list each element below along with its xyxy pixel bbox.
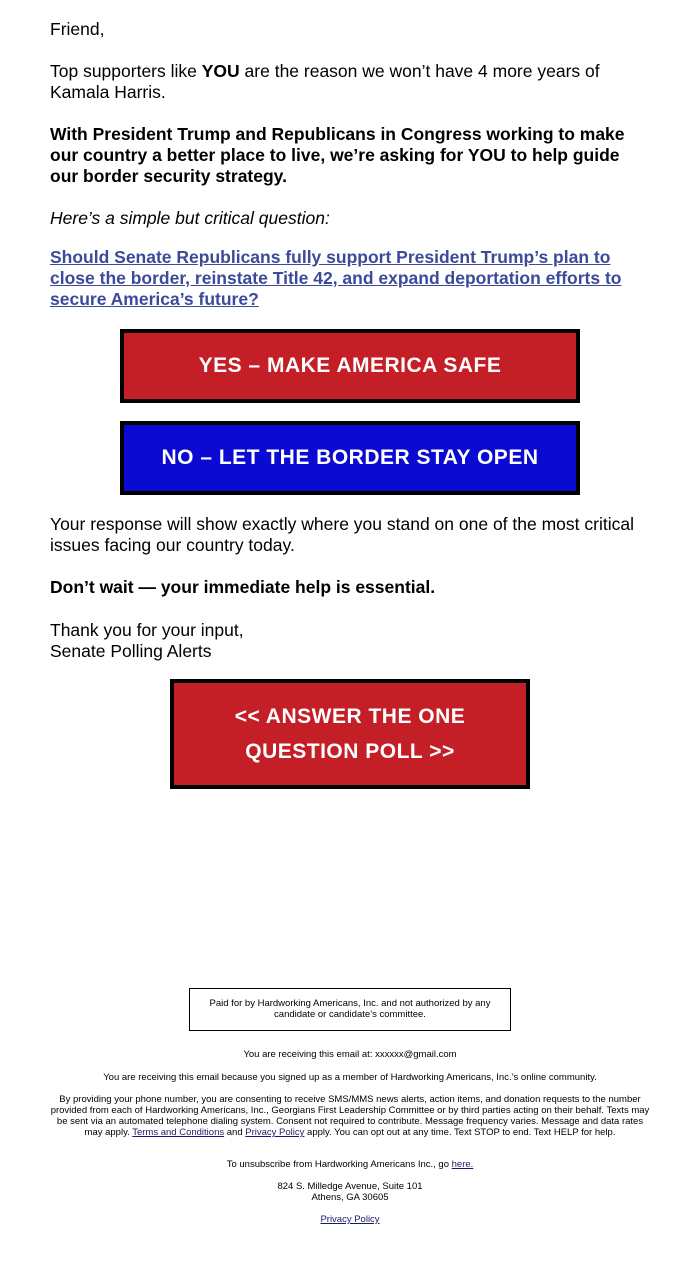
response-text: Your response will show exactly where you stand on one of the most critical issues facing our country today.	[50, 514, 634, 555]
terms-link[interactable]: Terms and Conditions	[132, 1127, 225, 1138]
urgent-text: Don’t wait — your immediate help is essential.	[50, 577, 436, 597]
sms-disclaimer-text: By providing your phone number, you are consenting to receive SMS/MMS news alerts, action items, and donation requests to the number provided from each of Hardworking Americans, Inc., Georgians First Leadership Committee or by third parties acting on their behalf. Texts may be sent via an automated telephone dialing system. Consent not required to contribute. Message frequency varies. Message and data rates may apply.	[50, 1094, 650, 1138]
signoff-line-2: Senate Polling Alerts	[50, 641, 212, 661]
greeting: Friend,	[50, 19, 105, 39]
unsubscribe-text: To unsubscribe from Hardworking Americans Inc., go	[226, 1159, 449, 1170]
sms-and: and	[226, 1127, 243, 1138]
question-paragraph	[50, 247, 650, 310]
answer-poll-button[interactable]	[170, 679, 530, 789]
intro-post: are the reason we won’t have 4 more years of Kamala Harris.	[50, 61, 600, 102]
receiving-email-label: You are receiving this email at:	[243, 1049, 373, 1060]
question-intro: Here’s a simple but critical question:	[50, 208, 330, 228]
intro-pre: Top supporters like	[50, 61, 202, 81]
privacy-policy-link[interactable]: Privacy Policy	[320, 1214, 380, 1225]
answer-poll-line-2: QUESTION POLL >>	[245, 740, 455, 763]
privacy-link-inline[interactable]: Privacy Policy	[245, 1127, 305, 1138]
recipient-email: xxxxxx@gmail.com	[375, 1049, 457, 1060]
unsubscribe-line	[0, 1159, 700, 1170]
privacy-policy-footer	[0, 1214, 700, 1225]
yes-button[interactable]: YES – MAKE AMERICA SAFE	[120, 329, 580, 403]
paid-for-box: Paid for by Hardworking Americans, Inc. and not authorized by any candidate or candidate’s committee.	[189, 988, 511, 1031]
no-button[interactable]: NO – LET THE BORDER STAY OPEN	[120, 421, 580, 495]
member-notice: You are receiving this email because you signed up as a member of Hardworking Americans, Inc.’s online community.	[103, 1072, 597, 1083]
signoff-line-1: Thank you for your input,	[50, 620, 244, 640]
unsubscribe-link[interactable]: here.	[451, 1159, 474, 1170]
receiving-email-line	[0, 1049, 700, 1060]
address-line-2: Athens, GA 30605	[311, 1192, 389, 1203]
answer-poll-line-1: << ANSWER THE ONE	[234, 705, 466, 728]
sms-disclaimer-end: apply. You can opt out at any time. Text STOP to end. Text HELP for help.	[307, 1127, 616, 1138]
sms-disclaimer	[50, 1094, 650, 1138]
intro-emph: YOU	[201, 61, 240, 81]
address-line-1: 824 S. Milledge Avenue, Suite 101	[277, 1181, 423, 1192]
question-link[interactable]: Should Senate Republicans fully support President Trump’s plan to close the border, reinstate Title 42, and expand deportation efforts to secure America’s future?	[50, 247, 622, 309]
intro-paragraph	[50, 61, 650, 103]
ask-paragraph: With President Trump and Republicans in Congress working to make our country a better place to live, we’re asking for YOU to help guide our border security strategy.	[50, 124, 625, 186]
